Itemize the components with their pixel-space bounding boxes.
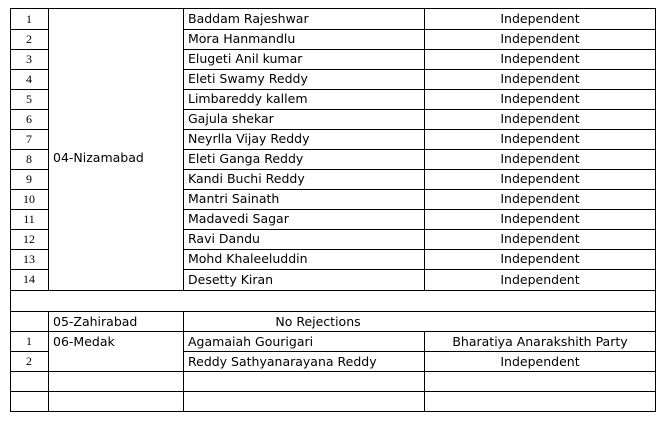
row-divider: [183, 69, 656, 70]
row-divider: [10, 129, 49, 130]
sno-cell: 7: [26, 132, 32, 146]
sno-cell: 12: [23, 232, 35, 246]
row-divider: [10, 109, 49, 110]
party-name: Independent: [500, 171, 580, 186]
constituency-name: 05-Zahirabad: [53, 314, 138, 329]
party-name: Independent: [500, 211, 580, 226]
table-border-bottom: [10, 411, 656, 412]
party-name: Independent: [500, 354, 580, 369]
row-divider: [10, 49, 49, 50]
candidate-name: Madavedi Sagar: [188, 211, 289, 226]
sno-cell: 14: [23, 272, 35, 286]
candidate-name: Ravi Dandu: [188, 231, 260, 246]
row-divider: [10, 189, 49, 190]
candidate-name: Mohd Khaleeluddin: [188, 251, 308, 266]
party-name: Independent: [500, 71, 580, 86]
party-name: Independent: [500, 111, 580, 126]
sno-cell: 5: [26, 92, 32, 106]
candidate-name: Neyrlla Vijay Reddy: [188, 131, 310, 146]
sno-cell: 8: [26, 152, 32, 166]
table-border-top: [10, 8, 656, 9]
sno-cell: 3: [26, 52, 32, 66]
row-divider: [183, 149, 656, 150]
row-divider: [10, 311, 656, 312]
party-name: Independent: [500, 131, 580, 146]
party-name: Independent: [500, 191, 580, 206]
party-name: Bharatiya Anarakshith Party: [452, 334, 628, 349]
party-name: Independent: [500, 272, 580, 287]
sno-cell: 2: [26, 354, 32, 368]
constituency-name: 04-Nizamabad: [53, 150, 144, 165]
sno-cell: 13: [23, 252, 35, 266]
no-rejections-note: No Rejections: [275, 314, 361, 329]
candidate-name: Elugeti Anil kumar: [188, 51, 303, 66]
row-divider: [183, 89, 656, 90]
candidate-name: Mora Hanmandlu: [188, 31, 296, 46]
column-divider: [48, 311, 49, 412]
row-divider: [10, 351, 49, 352]
row-divider: [10, 209, 49, 210]
candidate-name: Limbareddy kallem: [188, 91, 308, 106]
row-divider: [183, 109, 656, 110]
row-divider: [10, 229, 49, 230]
row-divider: [10, 371, 656, 372]
party-name: Independent: [500, 91, 580, 106]
sno-cell: 2: [26, 32, 32, 46]
row-divider: [10, 331, 656, 332]
sno-cell: 1: [26, 334, 32, 348]
sno-cell: 1: [26, 12, 32, 26]
row-divider: [183, 269, 656, 270]
row-divider: [10, 89, 49, 90]
row-divider: [183, 209, 656, 210]
row-divider: [10, 169, 49, 170]
row-divider: [10, 29, 49, 30]
sno-cell: 10: [23, 192, 35, 206]
party-name: Independent: [500, 251, 580, 266]
candidate-name: Agamaiah Gourigari: [188, 334, 314, 349]
row-divider: [183, 129, 656, 130]
sno-cell: 9: [26, 172, 32, 186]
sno-cell: 11: [23, 212, 35, 226]
row-divider: [183, 189, 656, 190]
row-divider: [183, 249, 656, 250]
sno-cell: 6: [26, 112, 32, 126]
candidate-name: Desetty Kiran: [188, 272, 274, 287]
candidate-name: Kandi Buchi Reddy: [188, 171, 305, 186]
column-divider: [183, 311, 184, 412]
candidate-name: Reddy Sathyanarayana Reddy: [188, 354, 377, 369]
row-divider: [10, 249, 49, 250]
party-name: Independent: [500, 31, 580, 46]
sno-cell: 4: [26, 72, 32, 86]
row-divider: [183, 229, 656, 230]
row-divider: [183, 169, 656, 170]
party-name: Independent: [500, 231, 580, 246]
row-divider: [10, 269, 49, 270]
row-divider: [183, 49, 656, 50]
candidate-name: Eleti Ganga Reddy: [188, 151, 304, 166]
row-divider: [10, 391, 656, 392]
party-name: Independent: [500, 51, 580, 66]
party-name: Independent: [500, 11, 580, 26]
candidate-name: Mantri Sainath: [188, 191, 280, 206]
row-divider: [10, 149, 49, 150]
candidate-name: Gajula shekar: [188, 111, 274, 126]
constituency-name: 06-Medak: [53, 334, 115, 349]
row-divider: [183, 351, 656, 352]
row-divider: [10, 290, 656, 291]
candidate-name: Eleti Swamy Reddy: [188, 71, 308, 86]
party-name: Independent: [500, 151, 580, 166]
row-divider: [10, 69, 49, 70]
candidate-name: Baddam Rajeshwar: [188, 11, 309, 26]
row-divider: [183, 29, 656, 30]
